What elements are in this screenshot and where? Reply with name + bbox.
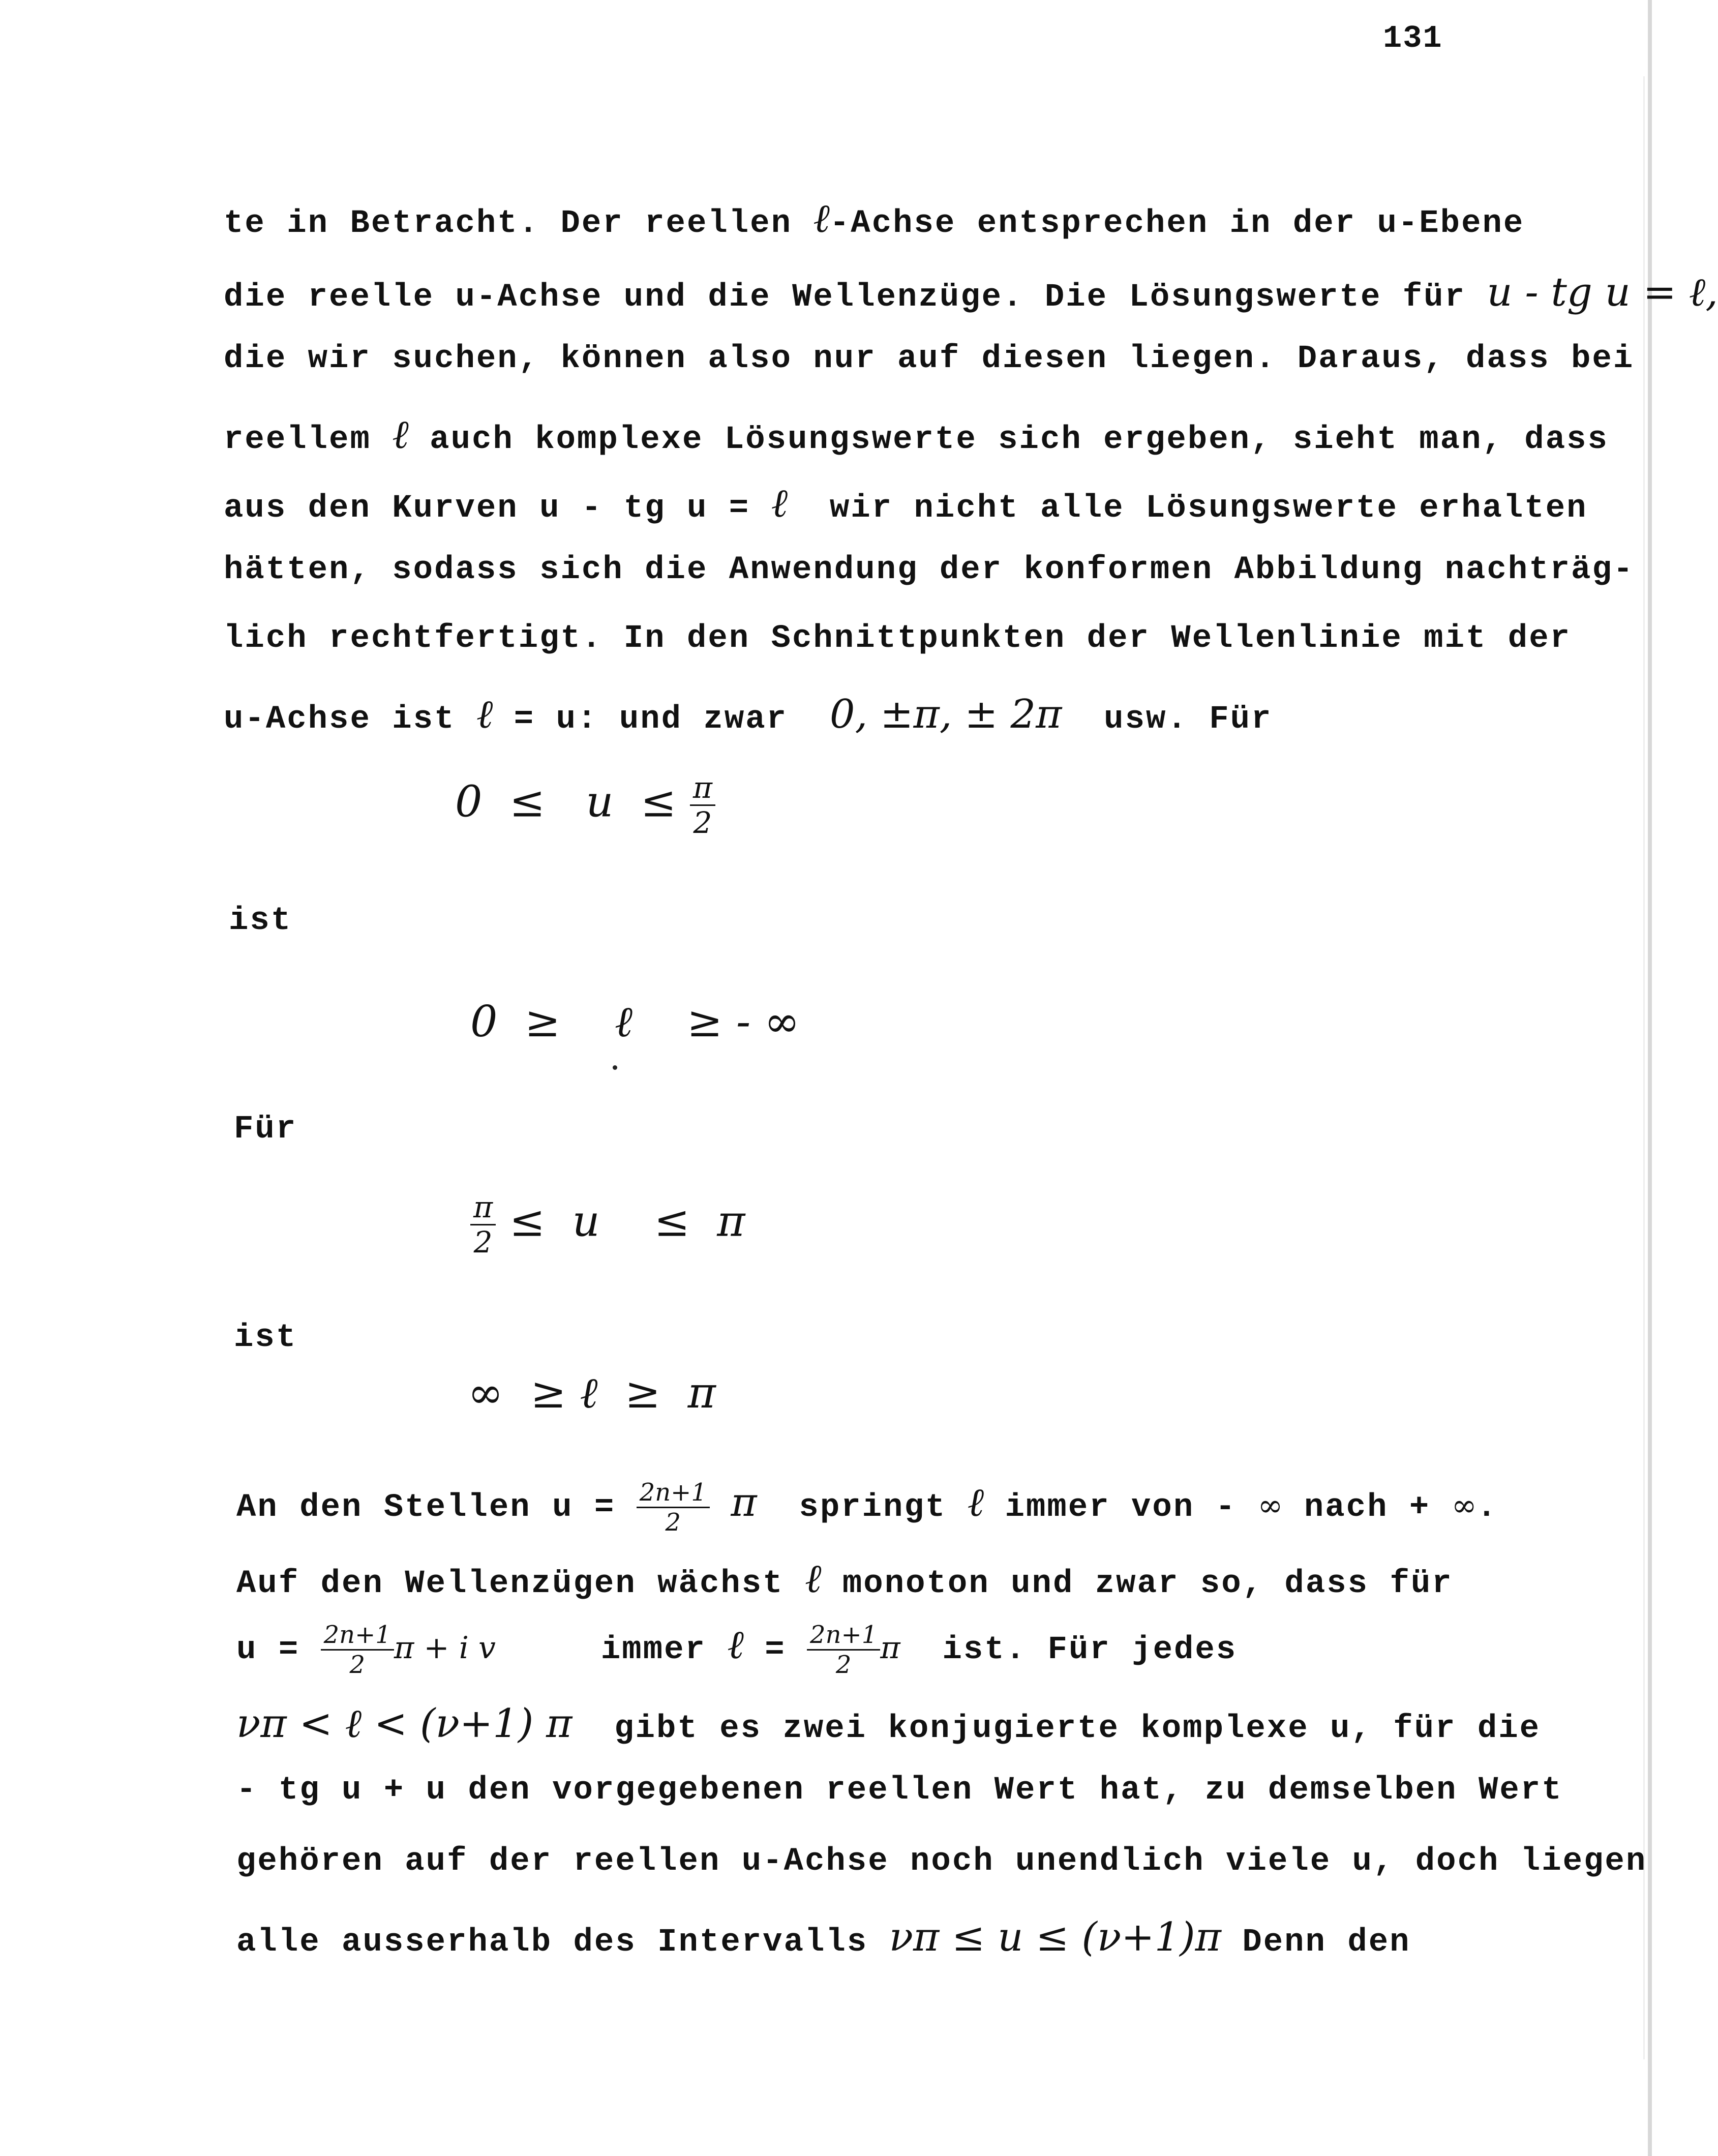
page-edge-shadow: [1648, 0, 1652, 2156]
text-line-fuer: Für: [234, 1111, 297, 1148]
handwritten-formula: u - tg u = ℓ,: [1487, 270, 1718, 315]
handwritten-symbol: ℓ: [476, 692, 493, 737]
text-line-14: u = $\frac{2n+1}{2}$ π + i v immer ℓ = $\frac{2n+1}{2}$ π ist. Für jedes: [236, 1620, 1238, 1679]
text-line-18: alle ausserhalb des Intervalls νπ ≤ u ≤ (ν+1)π Denn den: [236, 1914, 1411, 1961]
handwritten-interval: νπ ≤ u ≤ (ν+1)π: [889, 1914, 1221, 1960]
text-line-6: hätten, sodass sich die Anwendung der konformen Abbildung nachträg-: [224, 552, 1635, 588]
text-line-13: Auf den Wellenzügen wächst ℓ monoton und zwar so, dass für: [236, 1556, 1453, 1602]
equation-4: ∞ ≥ ℓ ≥ π: [468, 1368, 716, 1418]
equation-2: 0 ≥ ℓ ≥ - ∞: [470, 997, 800, 1046]
equation-1: 0 ≤ u ≤ $\frac{\pi}{2}$: [455, 773, 715, 837]
handwritten-symbol: ℓ: [813, 196, 830, 242]
page-number: 131: [1383, 20, 1443, 56]
text-line-15: νπ < ℓ < (ν+1) π gibt es zwei konjugierte komplexe u, für die: [236, 1701, 1541, 1747]
text-line-12: An den Stellen u = $\frac{2n+1}{2}$ π springt ℓ immer von - ∞ nach + ∞.: [236, 1478, 1498, 1537]
text-line-ist-2: ist: [234, 1320, 297, 1356]
text-line-4: reellem ℓ auch komplexe Lösungswerte sich ergeben, sieht man, dass: [224, 412, 1609, 458]
text-line-ist-1: ist: [229, 903, 292, 939]
handwritten-symbol: ℓ: [392, 412, 409, 458]
text-line-2: die reelle u-Achse und die Wellenzüge. Die Lösungswerte für u - tg u = ℓ,: [224, 270, 1718, 316]
handwritten-values: 0, ±π, ± 2π: [829, 692, 1062, 737]
text-line-17: gehören auf der reellen u-Achse noch unendlich viele u, doch liegen: [236, 1843, 1647, 1880]
text-line-1: te in Betracht. Der reellen ℓ-Achse entsprechen in der u-Ebene: [224, 196, 1525, 242]
text-line-7: lich rechtfertigt. In den Schnittpunkten der Wellenlinie mit der: [224, 620, 1571, 657]
page-edge-line: [1643, 76, 1645, 2059]
ink-dot: [613, 1065, 617, 1070]
text-line-3: die wir suchen, können also nur auf diesen liegen. Daraus, dass bei: [224, 341, 1635, 377]
text-line-5: aus den Kurven u - tg u = ℓ wir nicht alle Lösungswerte erhalten: [224, 481, 1588, 527]
text-line-8: u-Achse ist ℓ = u: und zwar 0, ±π, ± 2π usw. Für: [224, 692, 1273, 738]
text-line-16: - tg u + u den vorgegebenen reellen Wert hat, zu demselben Wert: [236, 1772, 1563, 1809]
equation-3: $\frac{\pi}{2}$ ≤ u ≤ π: [470, 1192, 745, 1257]
handwritten-symbol: ℓ: [771, 481, 788, 526]
handwritten-inequality: νπ < ℓ < (ν+1) π: [236, 1701, 572, 1747]
